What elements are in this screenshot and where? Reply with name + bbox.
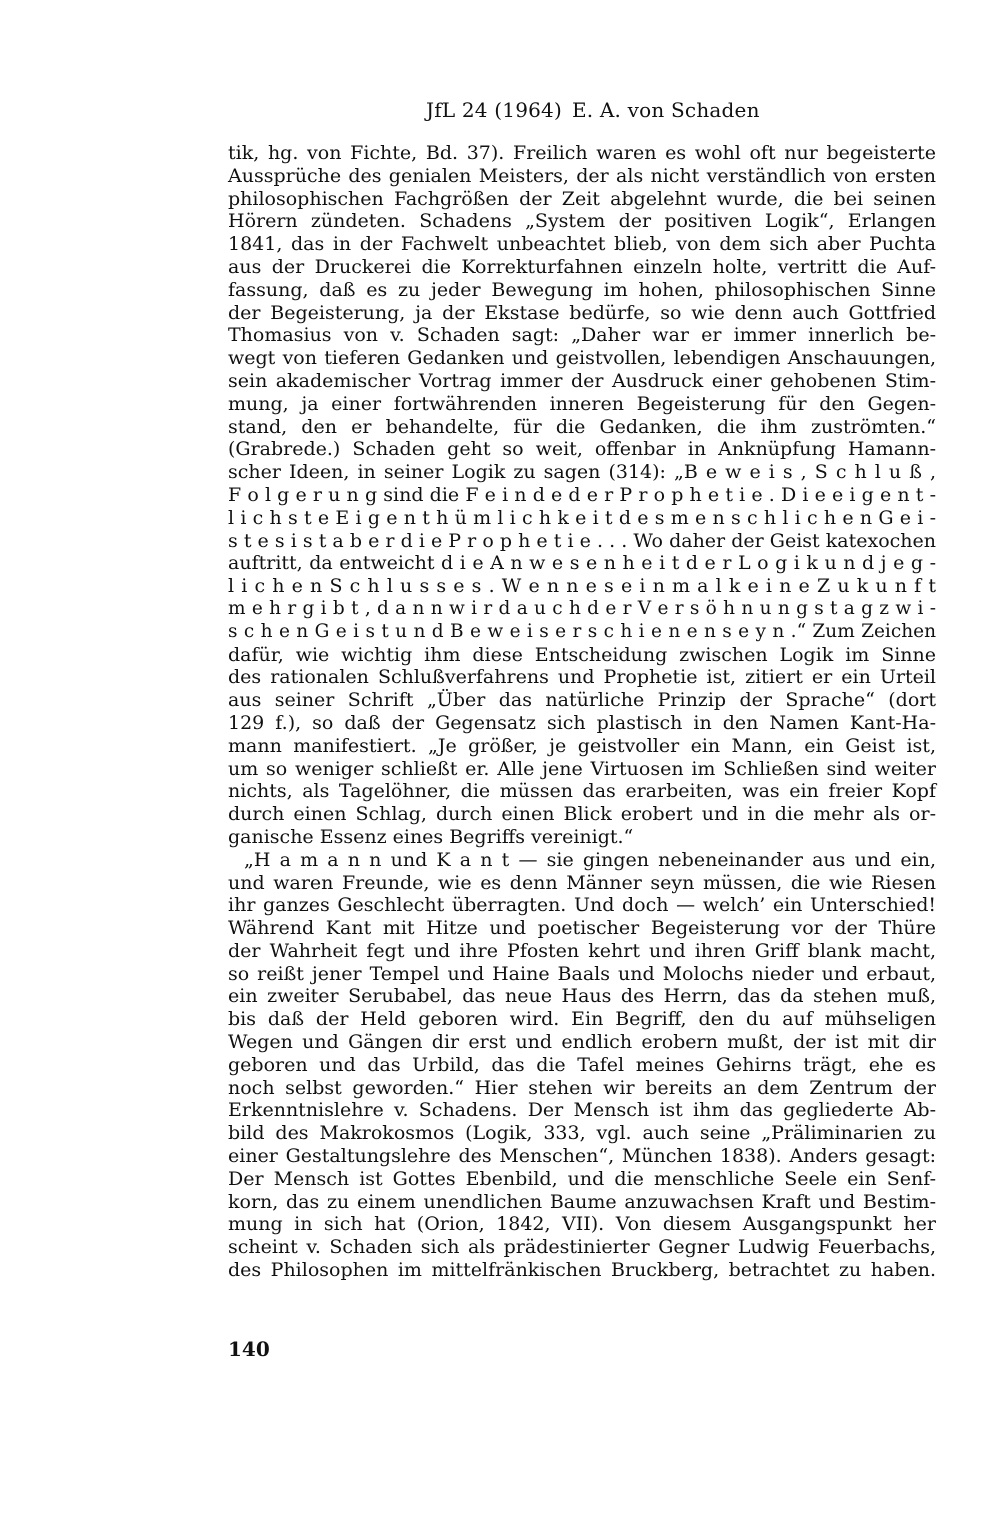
text-line: s t e s i s t a b e r d i e P r o p h e t i e . . . Wo daher der Geist katexochen — [228, 529, 936, 552]
running-header — [426, 98, 760, 122]
text-line: Thomasius von v. Schaden sagt: „Daher war er immer innerlich be- — [228, 324, 936, 347]
text-line: F o l g e r u n g sind die F e i n d e d e r P r o p h e t i e . D i e e i g e n t - — [228, 483, 936, 506]
text-line: durch einen Schlag, durch einen Blick erobert und in die mehr als or- — [228, 803, 936, 826]
text-line: l i c h s t e E i g e n t h ü m l i c h k e i t d e s m e n s c h l i c h e n G e i - — [228, 506, 936, 529]
text-line: m e h r g i b t , d a n n w i r d a u c h d e r V e r s ö h n u n g s t a g z w i - — [228, 597, 936, 619]
text-line: Aussprüche des genialen Meisters, der als nicht verständlich von ersten — [228, 164, 936, 187]
text-line: scheint v. Schaden sich als prädestinierter Gegner Ludwig Feuerbachs, — [228, 1236, 936, 1259]
journal-citation: JfL 24 (1964) — [426, 98, 562, 122]
text-line: stand, den er behandelte, für die Gedanken, die ihm zuströmten.“ — [228, 415, 936, 438]
text-line: Der Mensch ist Gottes Ebenbild, und die menschliche Seele ein Senf- — [228, 1167, 936, 1190]
text-line: aus der Druckerei die Korrekturfahnen einzeln holte, vertritt die Auf- — [228, 255, 936, 278]
text-line: fassung, daß es zu jeder Bewegung im hohen, philosophischen Sinne — [228, 278, 936, 301]
text-line: korn, das zu einem unendlichen Baume anzuwachsen Kraft und Bestim- — [228, 1190, 936, 1213]
text-line: wegt von tieferen Gedanken und geistvollen, lebendigen Anschauungen, — [228, 347, 936, 370]
text-line: des Philosophen im mittelfränkischen Bruckberg, betrachtet zu haben. — [228, 1259, 936, 1282]
text-line: „H a m a n n und K a n t — sie gingen nebeneinander aus und ein, — [244, 848, 936, 871]
text-line: auftritt, da entweicht d i e A n w e s e n h e i t d e r L o g i k u n d j e g - — [228, 552, 936, 575]
text-line: Erkenntnislehre v. Schadens. Der Mensch ist ihm das gegliederte Ab- — [228, 1099, 936, 1122]
text-line: mann manifestiert. „Je größer, je geistvoller ein Mann, ein Geist ist, — [228, 734, 936, 757]
text-line: philosophischen Fachgrößen der Zeit abgelehnt wurde, die bei seinen — [228, 187, 936, 210]
text-line: ganische Essenz eines Begriffs vereinigt.“ — [228, 825, 634, 848]
text-line: tik, hg. von Fichte, Bd. 37). Freilich waren es wohl oft nur begeisterte — [228, 142, 936, 164]
text-line: 1841, das in der Fachwelt unbeachtet blieb, von dem sich aber Puchta — [228, 233, 936, 256]
text-line: dafür, wie wichtig ihm diese Entscheidung zwischen Logik im Sinne — [228, 643, 936, 666]
text-line: scher Ideen, in seiner Logik zu sagen (314): „B e w e i s , S c h l u ß , — [228, 461, 936, 484]
text-line: bild des Makrokosmos (Logik, 333, vgl. auch seine „Präliminarien zu — [228, 1122, 936, 1145]
text-line: geboren und das Urbild, das die Tafel meines Gehirns trägt, ehe es — [228, 1053, 936, 1076]
text-line: der Wahrheit fegt und ihre Pfosten kehrt und ihren Griff blank macht, — [228, 939, 936, 962]
text-line: aus seiner Schrift „Über das natürliche Prinzip der Sprache“ (dort — [228, 689, 936, 712]
body-text — [228, 142, 936, 1282]
text-line: und waren Freunde, wie es denn Männer seyn müssen, die wie Riesen — [228, 871, 936, 894]
text-line: des rationalen Schlußverfahrens und Prophetie ist, zitiert er ein Urteil — [228, 666, 936, 689]
text-line: noch selbst geworden.“ Hier stehen wir bereits an dem Zentrum der — [228, 1076, 936, 1099]
text-line: 129 f.), so daß der Gegensatz sich plastisch in den Namen Kant-Ha- — [228, 711, 936, 734]
text-line: mung in sich hat (Orion, 1842, VII). Von diesem Ausgangspunkt her — [228, 1213, 936, 1236]
text-line: Hörern zündeten. Schadens „System der positiven Logik“, Erlangen — [228, 210, 936, 233]
text-line: mung, ja einer fortwährenden inneren Begeisterung für den Gegen- — [228, 392, 936, 415]
text-line: ein zweiter Serubabel, das neue Haus des Herrn, das da stehen muß, — [228, 985, 936, 1008]
text-line: einer Gestaltungslehre des Menschen“, München 1838). Anders gesagt: — [228, 1145, 936, 1168]
text-line: (Grabrede.) Schaden geht so weit, offenbar in Anknüpfung Hamann- — [228, 438, 936, 461]
text-line: Wegen und Gängen dir erst und endlich erobern mußt, der ist mit dir — [228, 1031, 936, 1054]
text-line: l i c h e n S c h l u s s e s . W e n n e s e i n m a l k e i n e Z u k u n f t — [228, 575, 936, 598]
text-line: s c h e n G e i s t u n d B e w e i s e r s c h i e n e n s e y n .“ Zum Zeichen — [228, 620, 936, 642]
text-line: bis daß der Held geboren wird. Ein Begriff, den du auf mühseligen — [228, 1008, 936, 1031]
text-line: um so weniger schließt er. Alle jene Virtuosen im Schließen sind weiter — [228, 757, 936, 780]
text-line: der Begeisterung, ja der Ekstase bedürfe, so wie denn auch Gottfried — [228, 301, 936, 324]
text-line: so reißt jener Tempel und Haine Baals und Molochs nieder und erbaut, — [228, 962, 936, 985]
page-number: 140 — [228, 1337, 270, 1361]
header-author: E. A. von Schaden — [571, 98, 760, 122]
text-line: ihr ganzes Geschlecht überragten. Und doch — welch’ ein Unterschied! — [228, 894, 936, 917]
text-line: nichts, als Tagelöhner, die müssen das erarbeiten, was ein freier Kopf — [228, 780, 936, 803]
text-line: sein akademischer Vortrag immer der Ausdruck einer gehobenen Stim- — [228, 369, 936, 392]
text-line: Während Kant mit Hitze und poetischer Begeisterung vor der Thüre — [228, 917, 936, 940]
